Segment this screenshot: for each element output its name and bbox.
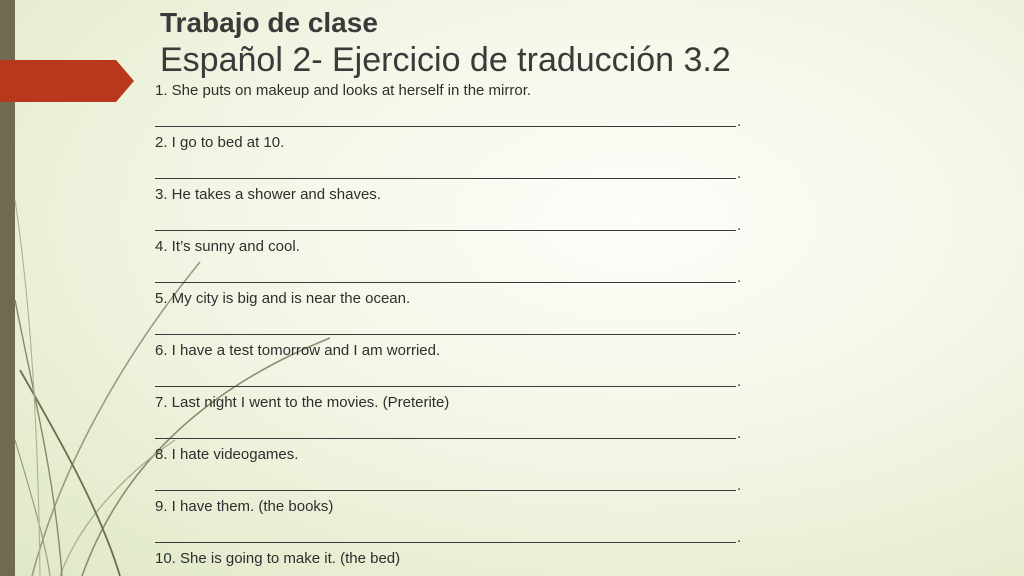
slide-title: Trabajo de clase: [160, 7, 378, 38]
answer-blank[interactable]: [155, 413, 775, 442]
deco-curve-6: [15, 440, 50, 576]
answer-blank[interactable]: [155, 153, 775, 182]
answer-line: [155, 106, 736, 127]
answer-line: [155, 470, 736, 491]
period-mark: .: [737, 477, 742, 494]
answer-line: [155, 262, 736, 283]
exercise-item: [155, 185, 775, 237]
answer-blank[interactable]: [155, 205, 775, 234]
answer-line: [155, 314, 736, 335]
exercise-item: [155, 133, 775, 185]
period-mark: .: [737, 321, 742, 338]
exercise-item: [155, 445, 775, 497]
deco-curve-5: [15, 300, 62, 576]
exercise-prompt: 5. My city is big and is near the ocean.: [155, 290, 411, 307]
period-mark: .: [737, 425, 742, 442]
exercise-item: [155, 237, 775, 289]
answer-blank[interactable]: [155, 309, 775, 338]
exercise-prompt: 4. It’s sunny and cool.: [155, 238, 300, 255]
answer-line: [155, 210, 736, 231]
exercise-prompt: 6. I have a test tomorrow and I am worried.: [155, 342, 441, 359]
exercise-item: [155, 393, 775, 445]
answer-blank[interactable]: [155, 361, 775, 390]
exercise-item: [155, 81, 775, 133]
period-mark: .: [737, 373, 742, 390]
slide-subtitle: Español 2- Ejercicio de traducción 3.2: [160, 41, 731, 79]
exercise-prompt: 10. She is going to make it. (the bed): [155, 550, 401, 567]
exercise-prompt: 7. Last night I went to the movies. (Preterite): [155, 394, 450, 411]
exercise-prompt: 8. I hate videogames.: [155, 446, 299, 463]
answer-blank[interactable]: [155, 101, 775, 130]
exercise-prompt: 1. She puts on makeup and looks at herself in the mirror.: [155, 82, 532, 99]
period-mark: .: [737, 217, 742, 234]
period-mark: .: [737, 269, 742, 286]
answer-line: [155, 418, 736, 439]
exercise-prompt: 3. He takes a shower and shaves.: [155, 186, 381, 203]
exercise-item: [155, 549, 775, 573]
exercise-prompt: 2. I go to bed at 10.: [155, 134, 285, 151]
answer-blank[interactable]: [155, 517, 775, 546]
answer-line: [155, 366, 736, 387]
exercise-item: [155, 289, 775, 341]
exercise-item: [155, 497, 775, 549]
title-block: [160, 6, 1010, 80]
exercise-prompt: 9. I have them. (the books): [155, 498, 334, 515]
answer-line: [155, 522, 736, 543]
exercise-list: [155, 81, 775, 573]
period-mark: .: [737, 529, 742, 546]
answer-blank[interactable]: [155, 465, 775, 494]
answer-line: [155, 158, 736, 179]
period-mark: .: [737, 165, 742, 182]
answer-blank[interactable]: [155, 257, 775, 286]
exercise-item: [155, 341, 775, 393]
deco-curve-7: [15, 200, 40, 576]
period-mark: .: [737, 113, 742, 130]
